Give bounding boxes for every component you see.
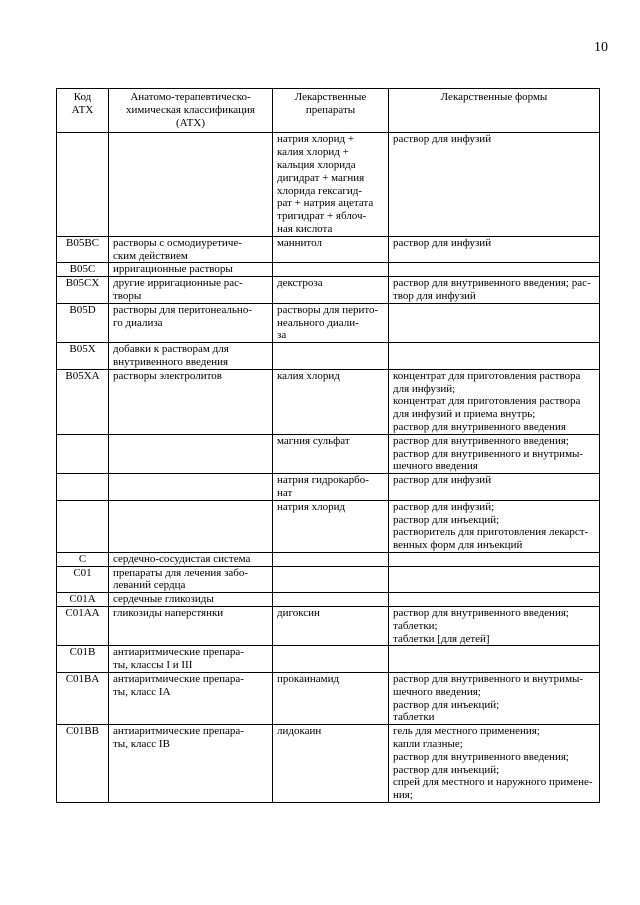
header-dosage-forms: Лекарственные формы — [389, 89, 600, 133]
table-row — [57, 236, 600, 263]
forms-cell — [389, 646, 600, 673]
forms-cell — [389, 552, 600, 566]
forms-cell — [389, 263, 600, 277]
code-cell — [57, 500, 109, 552]
forms-cell — [389, 593, 600, 607]
classification-cell — [109, 500, 273, 552]
page-number: 10 — [594, 40, 608, 55]
classification-cell: сердечные гликозиды — [109, 593, 273, 607]
classification-cell — [109, 474, 273, 501]
forms-cell: гель для местного применения; капли глазные; раствор для внутривенного введения; раствор для инъекций; спрей для местного и наружного примене- ния; — [389, 725, 600, 803]
header-drugs: Лекарственные препараты — [273, 89, 389, 133]
code-cell — [57, 133, 109, 236]
drug-cell: лидокаин — [273, 725, 389, 803]
drug-cell — [273, 343, 389, 370]
classification-cell: растворы с осмодиуретиче- ским действием — [109, 236, 273, 263]
classification-cell: антиаритмические препара- ты, класс IB — [109, 725, 273, 803]
code-cell: C01 — [57, 566, 109, 593]
code-cell — [57, 474, 109, 501]
code-cell: B05XA — [57, 369, 109, 434]
forms-cell: концентрат для приготовления раствора для инфузий; концентрат для приготовления раствора для инфузий и приема внутрь; раствор для внутривенного введения — [389, 369, 600, 434]
classification-cell: препараты для лечения забо- леваний сердца — [109, 566, 273, 593]
code-cell: B05D — [57, 303, 109, 342]
drug-cell: маннитол — [273, 236, 389, 263]
drug-cell: натрия гидрокарбо- нат — [273, 474, 389, 501]
table-row — [57, 725, 600, 803]
code-cell: B05BC — [57, 236, 109, 263]
forms-cell — [389, 343, 600, 370]
forms-cell — [389, 566, 600, 593]
table-row — [57, 434, 600, 473]
table-row — [57, 646, 600, 673]
drug-cell: натрия хлорид — [273, 500, 389, 552]
table-row — [57, 303, 600, 342]
classification-cell: сердечно-сосудистая система — [109, 552, 273, 566]
classification-cell — [109, 434, 273, 473]
code-cell: C01AA — [57, 607, 109, 646]
forms-cell: раствор для инфузий — [389, 236, 600, 263]
drug-cell: дигоксин — [273, 607, 389, 646]
drug-cell — [273, 593, 389, 607]
table-row — [57, 593, 600, 607]
classification-cell: гликозиды наперстянки — [109, 607, 273, 646]
drug-cell — [273, 263, 389, 277]
classification-cell: антиаритмические препара- ты, класс IA — [109, 673, 273, 725]
classification-cell — [109, 133, 273, 236]
code-cell: B05X — [57, 343, 109, 370]
drug-cell: калия хлорид — [273, 369, 389, 434]
classification-cell: растворы для перитонеально- го диализа — [109, 303, 273, 342]
table-header-row — [57, 89, 600, 133]
code-cell: B05CX — [57, 277, 109, 304]
table-row — [57, 673, 600, 725]
header-classification: Анатомо-терапевтическо- химическая классификация (АТХ) — [109, 89, 273, 133]
code-cell: C01B — [57, 646, 109, 673]
drug-cell: натрия хлорид + калия хлорид + кальция хлорида дигидрат + магния хлорида гексагид- рат + натрия ацетата тригидрат + яблоч- ная кислота — [273, 133, 389, 236]
drug-cell: декстроза — [273, 277, 389, 304]
header-atc-code: Код АТХ — [57, 89, 109, 133]
table-row — [57, 133, 600, 236]
forms-cell — [389, 303, 600, 342]
classification-cell: ирригационные растворы — [109, 263, 273, 277]
forms-cell: раствор для внутривенного введения; рас- твор для инфузий — [389, 277, 600, 304]
code-cell: C01A — [57, 593, 109, 607]
classification-cell: другие ирригационные рас- творы — [109, 277, 273, 304]
table-row — [57, 552, 600, 566]
table-body — [57, 133, 600, 803]
forms-cell: раствор для инфузий — [389, 133, 600, 236]
classification-cell: антиаритмические препара- ты, классы I и III — [109, 646, 273, 673]
forms-cell: раствор для внутривенного введения; раствор для внутривенного и внутримы- шечного введения — [389, 434, 600, 473]
code-cell: C01BB — [57, 725, 109, 803]
drug-cell — [273, 566, 389, 593]
drug-cell — [273, 552, 389, 566]
table-row — [57, 263, 600, 277]
classification-cell: растворы электролитов — [109, 369, 273, 434]
drug-cell: магния сульфат — [273, 434, 389, 473]
table-row — [57, 277, 600, 304]
table-row — [57, 500, 600, 552]
forms-cell: раствор для инфузий — [389, 474, 600, 501]
classification-cell: добавки к растворам для внутривенного введения — [109, 343, 273, 370]
drug-cell — [273, 646, 389, 673]
drug-cell: прокаинамид — [273, 673, 389, 725]
atc-table — [56, 88, 600, 803]
table-row — [57, 474, 600, 501]
code-cell: C01BA — [57, 673, 109, 725]
code-cell: B05C — [57, 263, 109, 277]
table-row — [57, 607, 600, 646]
drug-cell: растворы для перито- неального диали- за — [273, 303, 389, 342]
code-cell — [57, 434, 109, 473]
table-row — [57, 369, 600, 434]
table-row — [57, 343, 600, 370]
table-row — [57, 566, 600, 593]
code-cell: C — [57, 552, 109, 566]
forms-cell: раствор для внутривенного и внутримы- шечного введения; раствор для инъекций; таблетки — [389, 673, 600, 725]
forms-cell: раствор для инфузий; раствор для инъекций; растворитель для приготовления лекарст- венных форм для инъекций — [389, 500, 600, 552]
forms-cell: раствор для внутривенного введения; таблетки; таблетки [для детей] — [389, 607, 600, 646]
